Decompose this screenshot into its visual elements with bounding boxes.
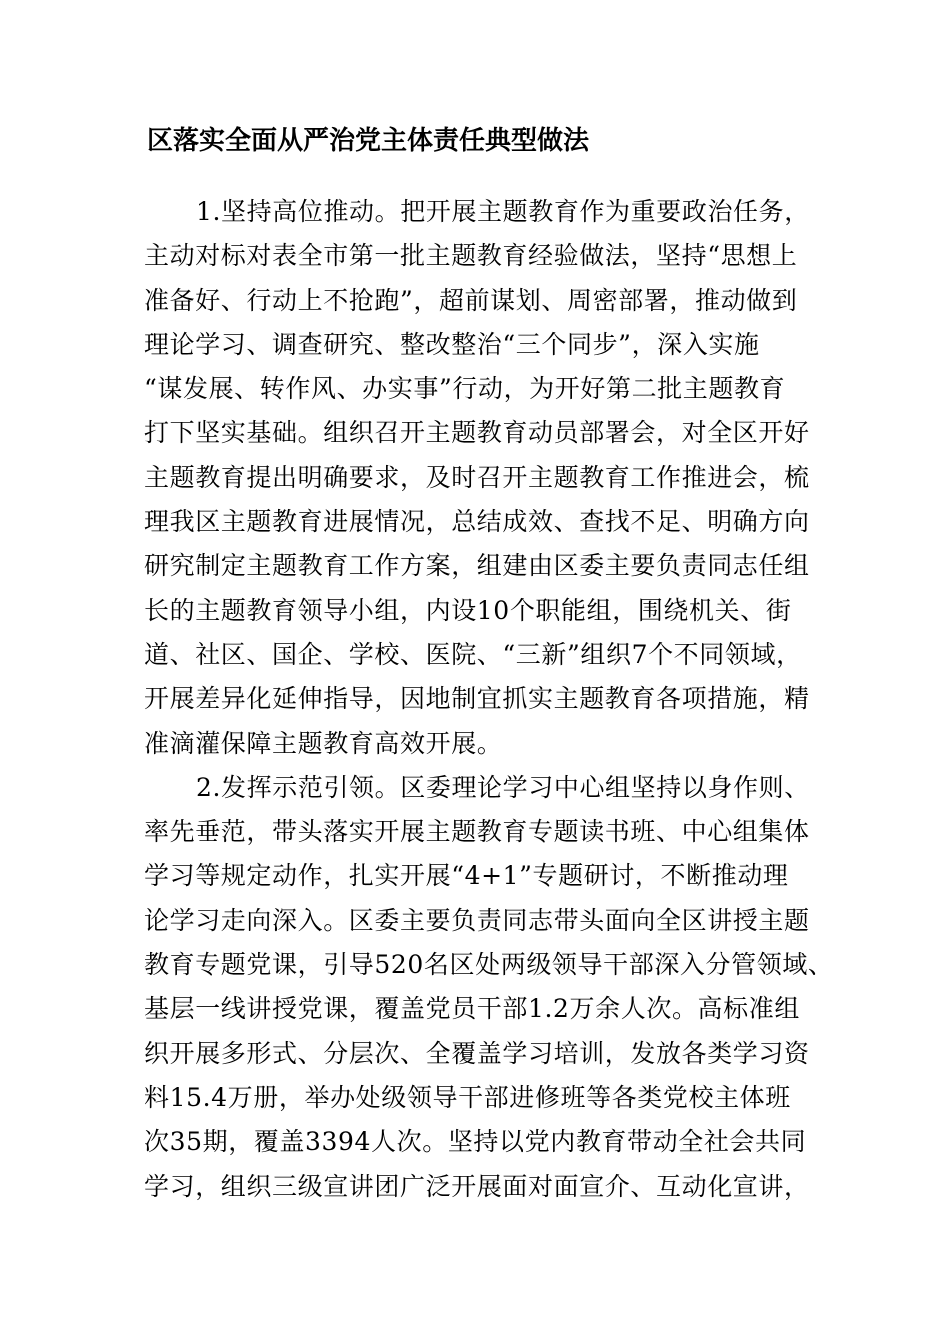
- text-line: 道、社区、国企、学校、医院、“三新”组织7个不同领域，: [144, 639, 802, 669]
- text-line: 研究制定主题教育工作方案，组建由区委主要负责同志任组: [144, 551, 810, 581]
- text-line: 率先垂范，带头落实开展主题教育专题读书班、中心组集体: [144, 817, 810, 847]
- text-line: 准滴灌保障主题教育高效开展。: [144, 728, 503, 758]
- text-line: 主动对标对表全市第一批主题教育经验做法，坚持“思想上: [144, 241, 798, 271]
- text-line: 理论学习、调查研究、整改整治“三个同步”，深入实施: [144, 329, 760, 359]
- text-line: 学习等规定动作，扎实开展“4+1”专题研讨，不断推动理: [144, 861, 789, 891]
- text-line: 教育专题党课，引导520名区处两级领导干部深入分管领域、: [144, 950, 834, 980]
- paragraph-1: [144, 190, 824, 766]
- text-line: 论学习走向深入。区委主要负责同志带头面向全区讲授主题: [144, 905, 810, 935]
- text-line: 织开展多形式、分层次、全覆盖学习培训，发放各类学习资: [144, 1038, 810, 1068]
- text-line: “谋发展、转作风、办实事”行动，为开好第二批主题教育: [144, 374, 786, 404]
- text-line: 开展差异化延伸指导，因地制宜抓实主题教育各项措施，精: [144, 684, 810, 714]
- text-line: 2.发挥示范引领。区委理论学习中心组坚持以身作则、: [196, 772, 810, 802]
- text-line: 1.坚持高位推动。把开展主题教育作为重要政治任务，: [196, 197, 810, 226]
- text-line: 基层一线讲授党课，覆盖党员干部1.2万余人次。高标准组: [144, 994, 800, 1024]
- text-line: 料15.4万册，举办处级领导干部进修班等各类党校主体班: [144, 1082, 791, 1112]
- text-line: 次35期，覆盖3394人次。坚持以党内教育带动全社会共同: [144, 1127, 807, 1157]
- text-line: 理我区主题教育进展情况，总结成效、查找不足、明确方向: [144, 507, 810, 537]
- text-line: 打下坚实基础。组织召开主题教育动员部署会，对全区开好: [144, 418, 810, 448]
- text-line: 学习，组织三级宣讲团广泛开展面对面宣介、互动化宣讲，: [144, 1171, 810, 1201]
- text-line: 准备好、行动上不抢跑”，超前谋划、周密部署，推动做到: [144, 285, 798, 315]
- text-line: 长的主题教育领导小组，内设10个职能组，围绕机关、街: [144, 595, 792, 625]
- text-line: 主题教育提出明确要求，及时召开主题教育工作推进会，梳: [144, 462, 810, 492]
- document-body: [144, 190, 834, 1209]
- paragraph-2: [144, 766, 834, 1209]
- document-title: 区落实全面从严治党主体责任典型做法: [147, 126, 590, 156]
